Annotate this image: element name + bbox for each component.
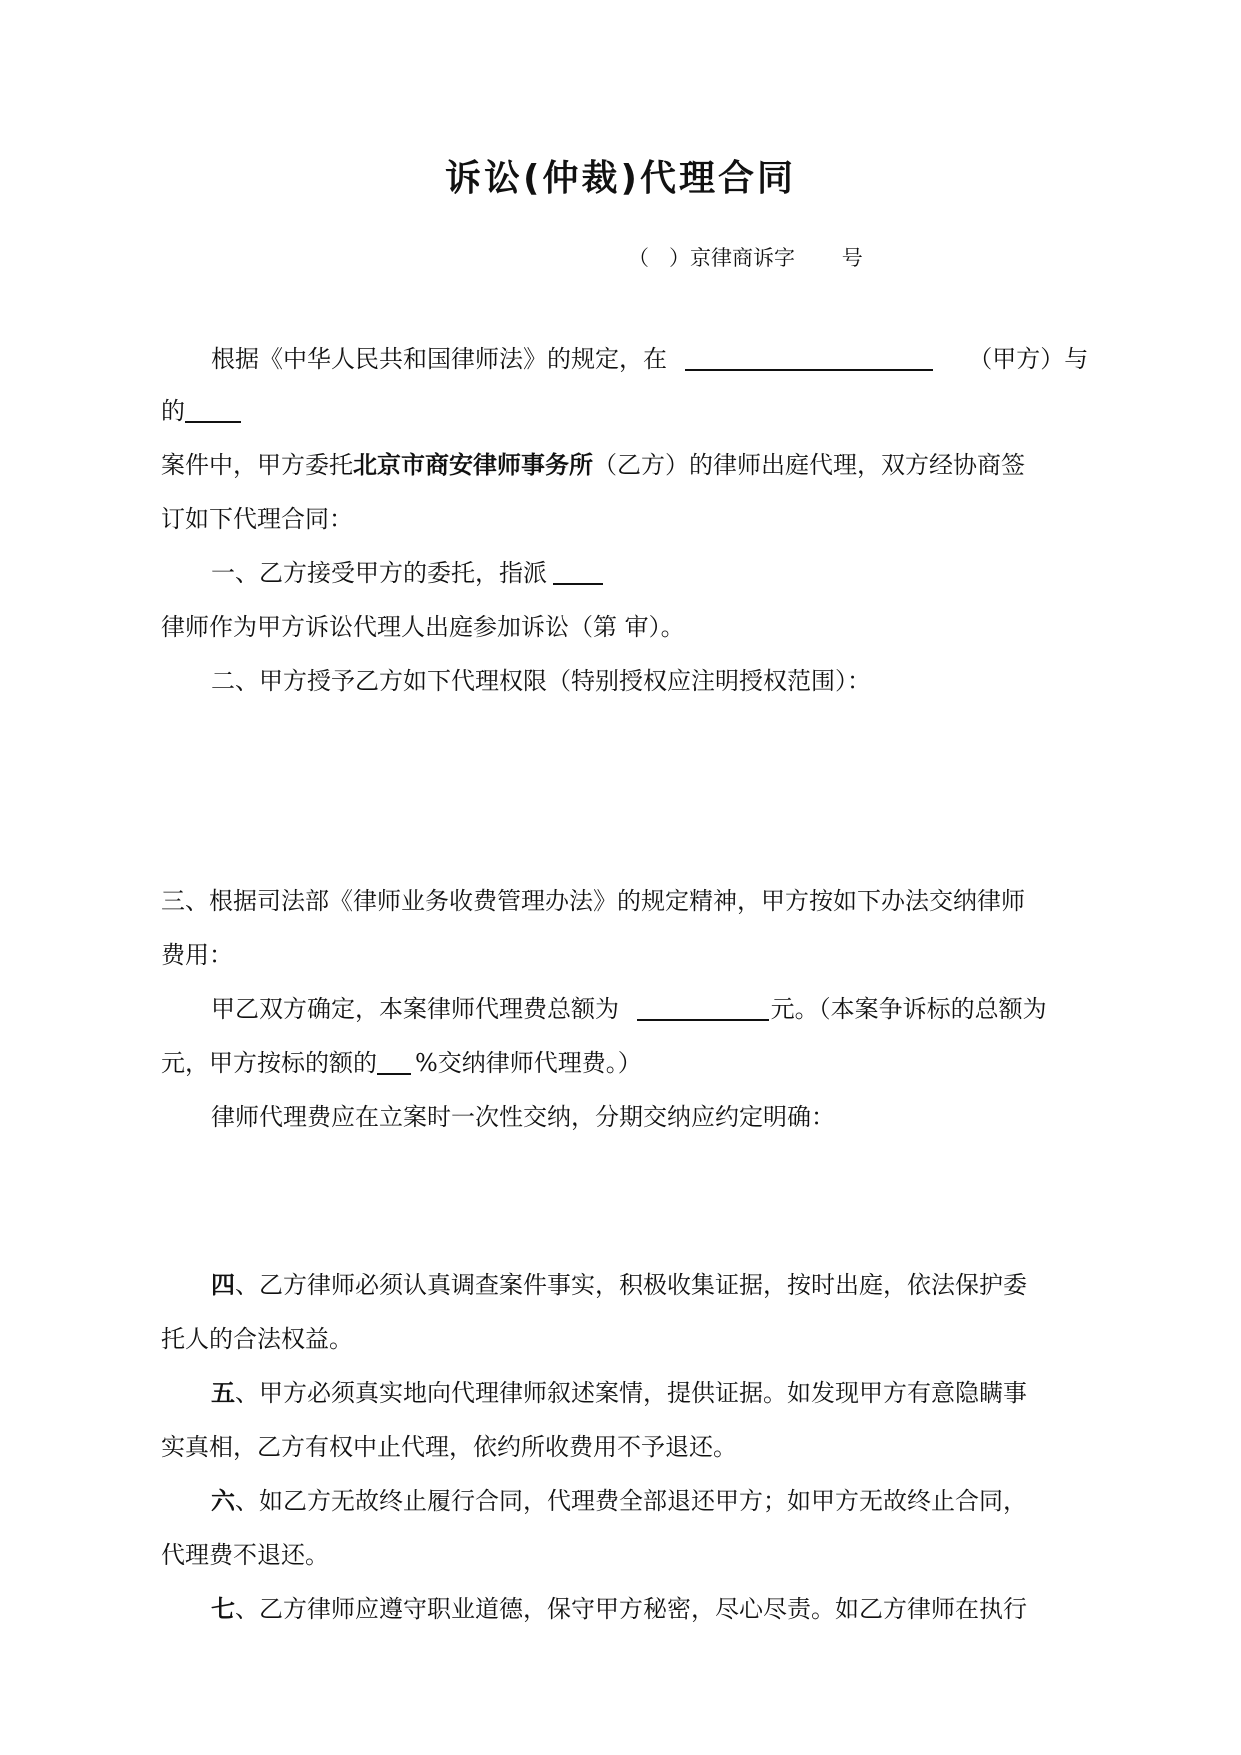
- clause-6-line-2: [161, 1540, 329, 1570]
- party-a-blank: [685, 345, 933, 371]
- preamble-text: （乙方）的律师出庭代理，双方经协商签: [593, 451, 1025, 479]
- fee-percent-blank: [377, 1049, 411, 1075]
- preamble-text: 订如下代理合同：: [161, 505, 353, 533]
- document-number: （ ）京律商诉字 号: [628, 246, 863, 270]
- preamble-line-1: [211, 344, 1088, 374]
- clause-6-line-1: [211, 1486, 1027, 1516]
- clause-3-text: 三、根据司法部《律师业务收费管理办法》的规定精神，甲方按如下办法交纳律师: [161, 887, 1025, 915]
- clause-1-text: 律师作为甲方诉讼代理人出庭参加诉讼（第 审）。: [161, 613, 685, 641]
- law-firm-name: 北京市商安律师事务所: [353, 450, 593, 479]
- clause-number: 五: [211, 1378, 235, 1407]
- clause-number: 六: [211, 1486, 235, 1515]
- preamble-text: 根据《中华人民共和国律师法》的规定，在: [211, 345, 667, 373]
- clause-7-text: 、乙方律师应遵守职业道德，保守甲方秘密，尽心尽责。如乙方律师在执行: [235, 1595, 1027, 1623]
- clause-1-line-2: [161, 612, 685, 642]
- clause-3-line-5: [211, 1102, 835, 1132]
- clause-4-text: 托人的合法权益。: [161, 1325, 353, 1353]
- clause-1-text: 一、乙方接受甲方的委托，指派: [211, 559, 547, 587]
- clause-2-text: 二、甲方授予乙方如下代理权限（特别授权应注明授权范围）：: [211, 667, 871, 695]
- clause-4-text: 、乙方律师必须认真调查案件事实，积极收集证据，按时出庭，依法保护委: [235, 1271, 1027, 1299]
- clause-1-line-1: [211, 558, 603, 588]
- clause-3-text: 元。（本案争诉标的总额为: [770, 995, 1047, 1023]
- clause-3-text: 元，甲方按标的额的: [161, 1049, 377, 1077]
- preamble-line-4: [161, 504, 353, 534]
- preamble-line-2: [161, 396, 241, 426]
- clause-6-text: 代理费不退还。: [161, 1541, 329, 1569]
- clause-3-line-2: [161, 940, 233, 970]
- clause-3-line-3: [211, 994, 1047, 1024]
- clause-5-line-2: [161, 1432, 737, 1462]
- clause-4-line-1: [211, 1270, 1027, 1300]
- clause-number: 四: [211, 1270, 235, 1299]
- clause-3-text: 甲乙双方确定，本案律师代理费总额为: [211, 995, 619, 1023]
- page-title: 诉讼(仲裁)代理合同: [445, 158, 796, 199]
- party-b-blank: [185, 397, 241, 423]
- clause-3-text: 费用：: [161, 941, 233, 969]
- preamble-text: 的: [161, 397, 185, 425]
- party-a-label: （甲方）与: [968, 345, 1089, 373]
- preamble-text: 案件中，甲方委托: [161, 451, 353, 479]
- fee-total-blank: [637, 995, 769, 1021]
- clause-3-line-1: [161, 886, 1025, 916]
- clause-4-line-2: [161, 1324, 353, 1354]
- clause-5-text: 实真相，乙方有权中止代理，依约所收费用不予退还。: [161, 1433, 737, 1461]
- clause-5-text: 、甲方必须真实地向代理律师叙述案情，提供证据。如发现甲方有意隐瞒事: [235, 1379, 1027, 1407]
- clause-6-text: 、如乙方无故终止履行合同，代理费全部退还甲方；如甲方无故终止合同，: [235, 1487, 1027, 1515]
- clause-number: 七: [211, 1594, 235, 1623]
- preamble-line-3: [161, 450, 1025, 480]
- clause-3-line-4: [161, 1048, 642, 1078]
- clause-3-text: %交纳律师代理费。）: [415, 1049, 642, 1077]
- clause-7-line-1: [211, 1594, 1027, 1624]
- lawyer-name-blank: [553, 559, 603, 585]
- clause-2-line-1: [211, 666, 871, 696]
- clause-5-line-1: [211, 1378, 1027, 1408]
- clause-3-text: 律师代理费应在立案时一次性交纳，分期交纳应约定明确：: [211, 1103, 835, 1131]
